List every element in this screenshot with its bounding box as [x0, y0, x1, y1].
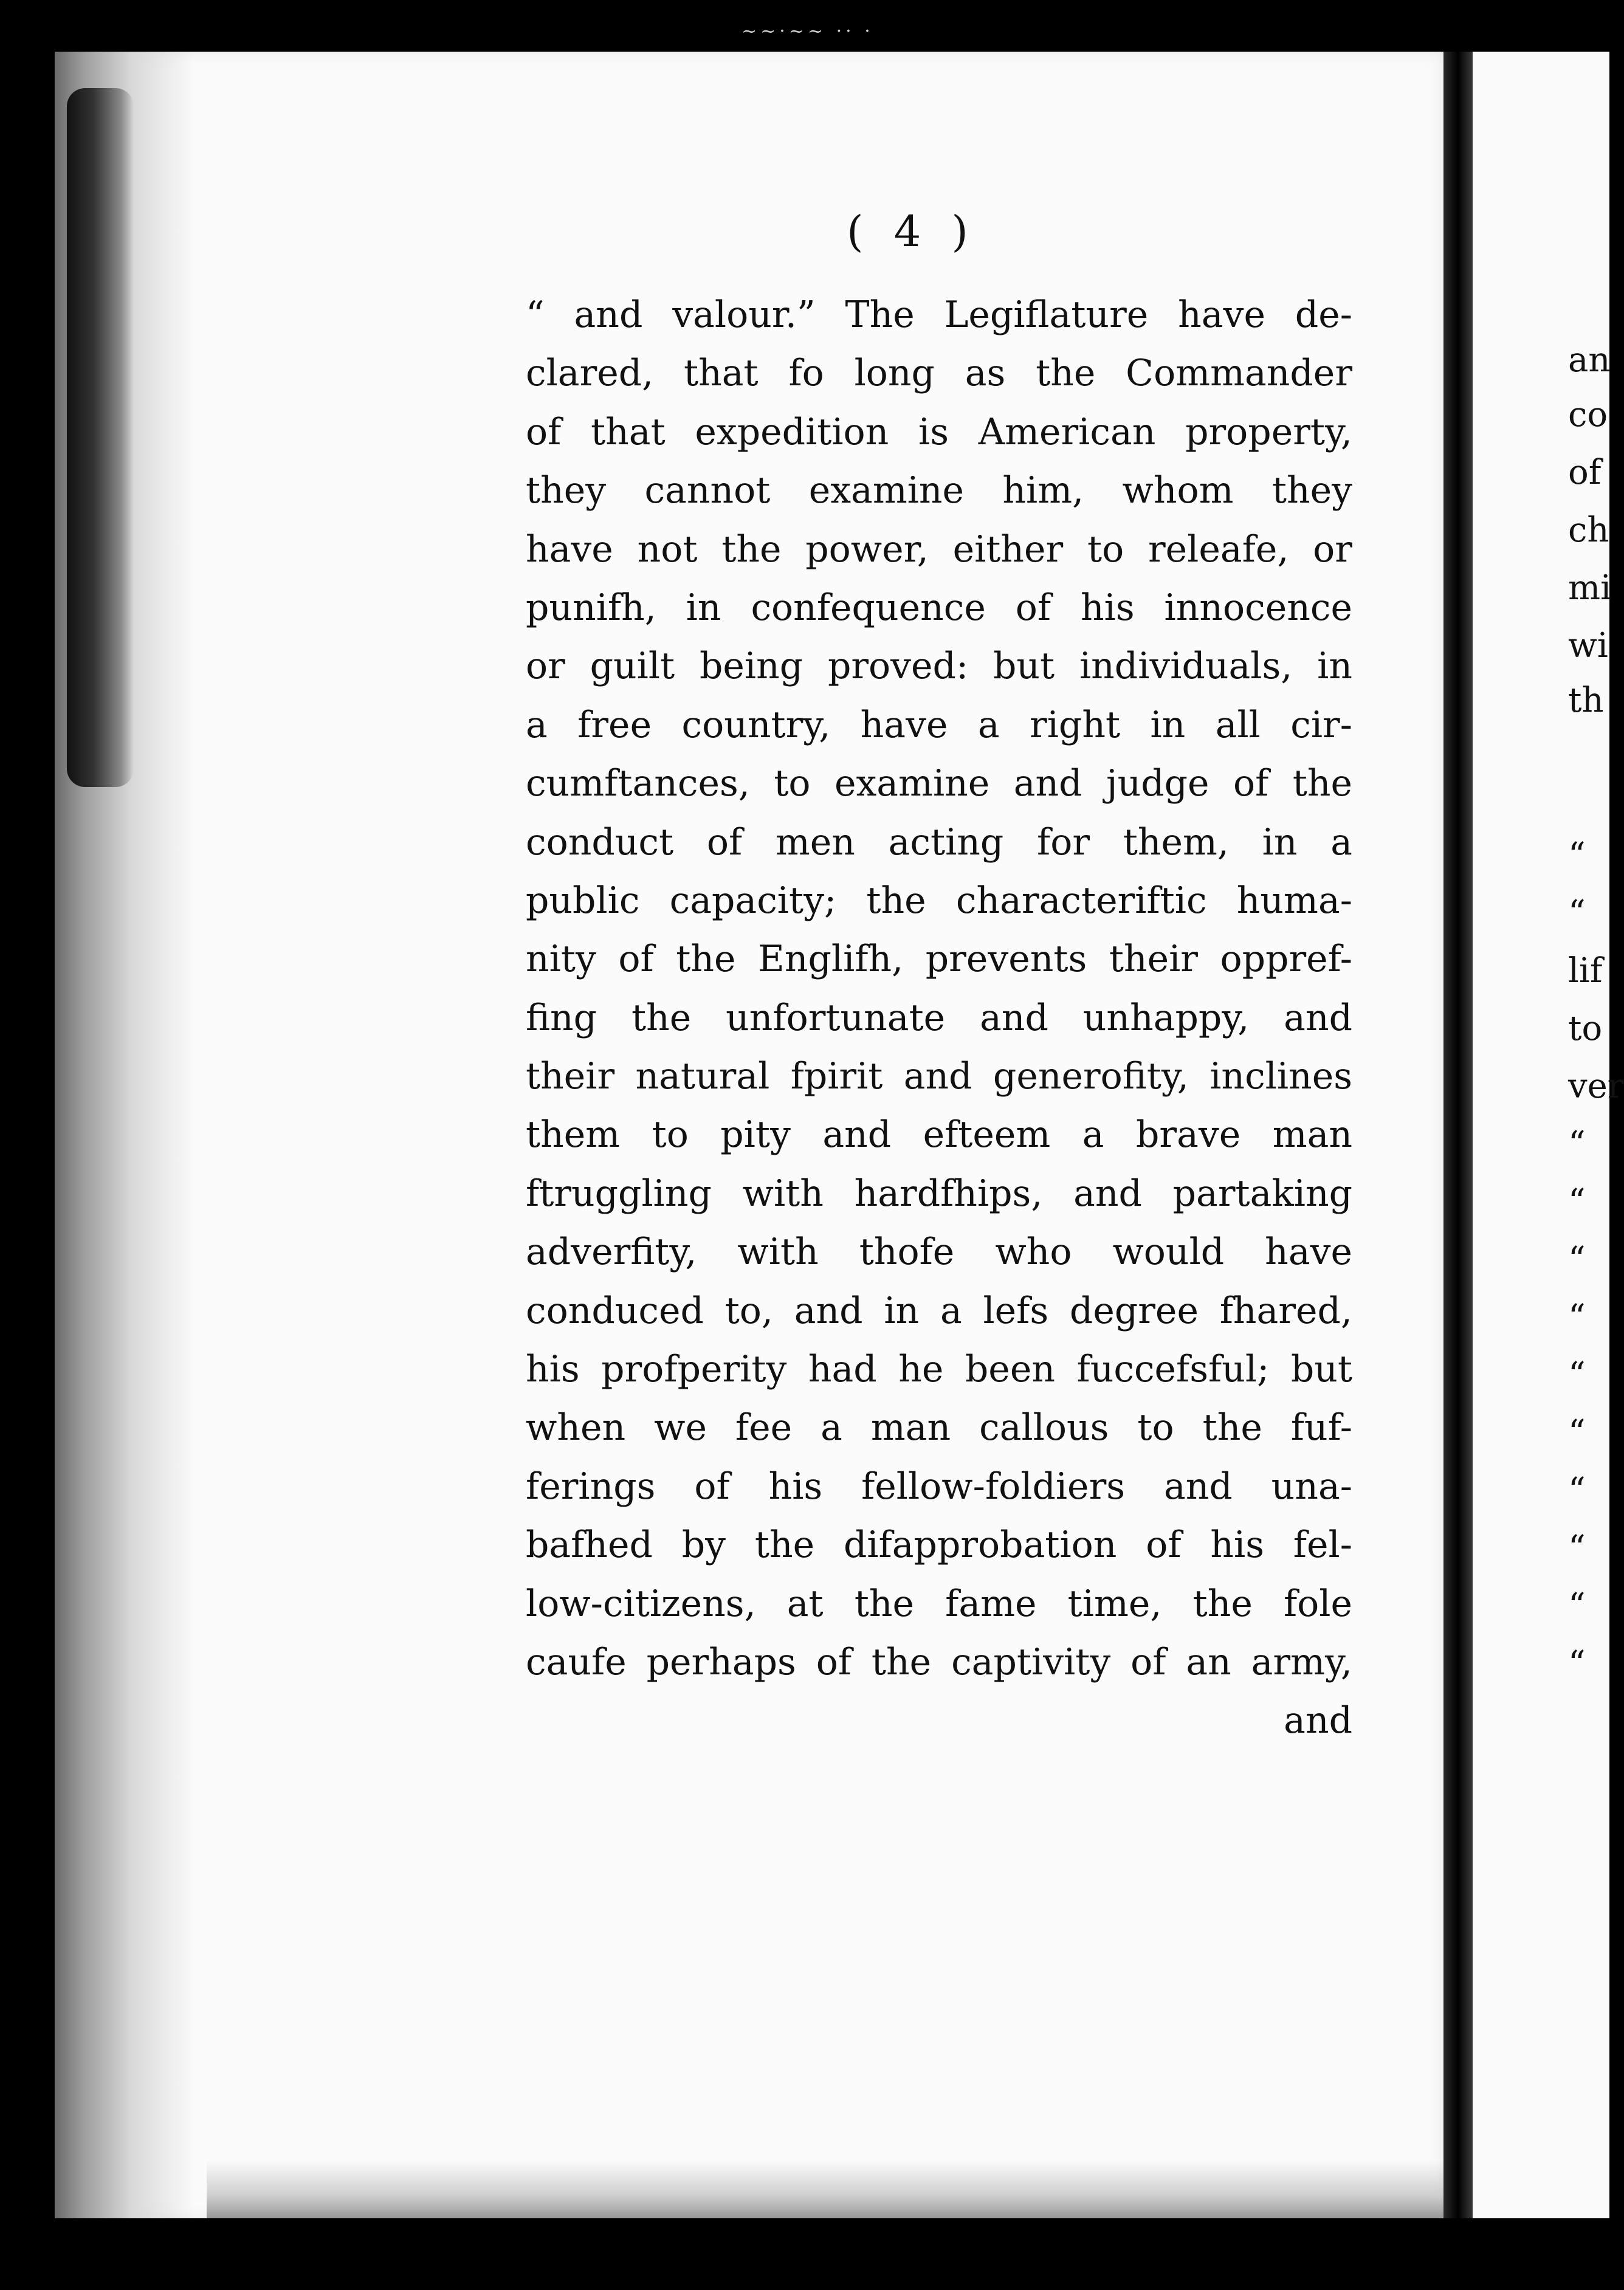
- text-line: fing the unfortunate and unhappy, and: [526, 996, 1352, 1039]
- catchword: and: [1284, 1699, 1352, 1742]
- fragment: wi: [1568, 626, 1608, 665]
- text-line: punifh, in confequence of his innocence: [526, 586, 1352, 629]
- fragment: “: [1568, 1644, 1586, 1683]
- page-number: ( 4 ): [847, 207, 977, 256]
- text-line: have not the power, either to releafe, or: [526, 528, 1352, 571]
- gutter: [1443, 52, 1473, 2218]
- text-line: when we fee a man callous to the fuf-: [526, 1406, 1352, 1449]
- fragment: “: [1568, 1528, 1586, 1568]
- text-line: ftruggling with hardfhips, and partaking: [526, 1172, 1352, 1215]
- fragment: “: [1568, 1413, 1586, 1453]
- text-line: a free country, have a right in all cir-: [526, 703, 1352, 746]
- text-line: nity of the Englifh, prevents their oppref-: [526, 938, 1352, 981]
- top-scan-mark: ~~·~~ ·· ·: [741, 21, 874, 42]
- text-line: adverfity, with thofe who would have: [526, 1231, 1352, 1274]
- fragment: “: [1568, 1240, 1586, 1279]
- text-line: of that expedition is American property,: [526, 410, 1352, 453]
- fragment: an: [1568, 340, 1611, 380]
- text-line: clared, that fo long as the Commander: [526, 352, 1352, 395]
- fragment: lif: [1568, 951, 1603, 991]
- fragment: “: [1568, 893, 1586, 933]
- fragment: ver: [1568, 1067, 1624, 1106]
- text-line: cumftances, to examine and judge of the: [526, 762, 1352, 805]
- fragment: “: [1568, 1298, 1586, 1337]
- fragment: of: [1568, 453, 1602, 492]
- text-line: conduced to, and in a lefs degree fhared,: [526, 1289, 1352, 1332]
- text-line: “ and valour.” The Legiflature have de-: [526, 294, 1352, 336]
- text-line: his profperity had he been fuccefsful; but: [526, 1348, 1352, 1391]
- bottom-edge: [207, 2161, 1443, 2218]
- text-line: them to pity and efteem a brave man: [526, 1113, 1352, 1157]
- fragment: “: [1568, 1355, 1586, 1395]
- text-line: they cannot examine him, whom they: [526, 469, 1352, 512]
- text-line: or guilt being proved: but individuals, in: [526, 645, 1352, 688]
- text-line: public capacity; the characteriftic huma-: [526, 879, 1352, 922]
- fragment: “: [1568, 1586, 1586, 1626]
- text-line: ferings of his fellow-foldiers and una-: [526, 1465, 1352, 1508]
- fragment: “: [1568, 1124, 1586, 1164]
- body-text: [526, 286, 1352, 1750]
- binding-shadow: [67, 88, 134, 787]
- text-line: bafhed by the difapprobation of his fel-: [526, 1524, 1352, 1567]
- fragment: “: [1568, 1182, 1586, 1222]
- fragment: to: [1568, 1009, 1603, 1048]
- fragment: mi: [1568, 568, 1612, 608]
- text-line: low-citizens, at the fame time, the fole: [526, 1582, 1352, 1625]
- fragment: co: [1568, 395, 1608, 435]
- fragment: “: [1568, 836, 1586, 875]
- text-line: their natural fpirit and generofity, inclines: [526, 1055, 1352, 1098]
- fragment: “: [1568, 1471, 1586, 1510]
- fragment: ch: [1568, 511, 1609, 550]
- fragment: th: [1568, 681, 1604, 720]
- text-line: conduct of men acting for them, in a: [526, 820, 1352, 864]
- text-line: caufe perhaps of the captivity of an army,: [526, 1640, 1352, 1683]
